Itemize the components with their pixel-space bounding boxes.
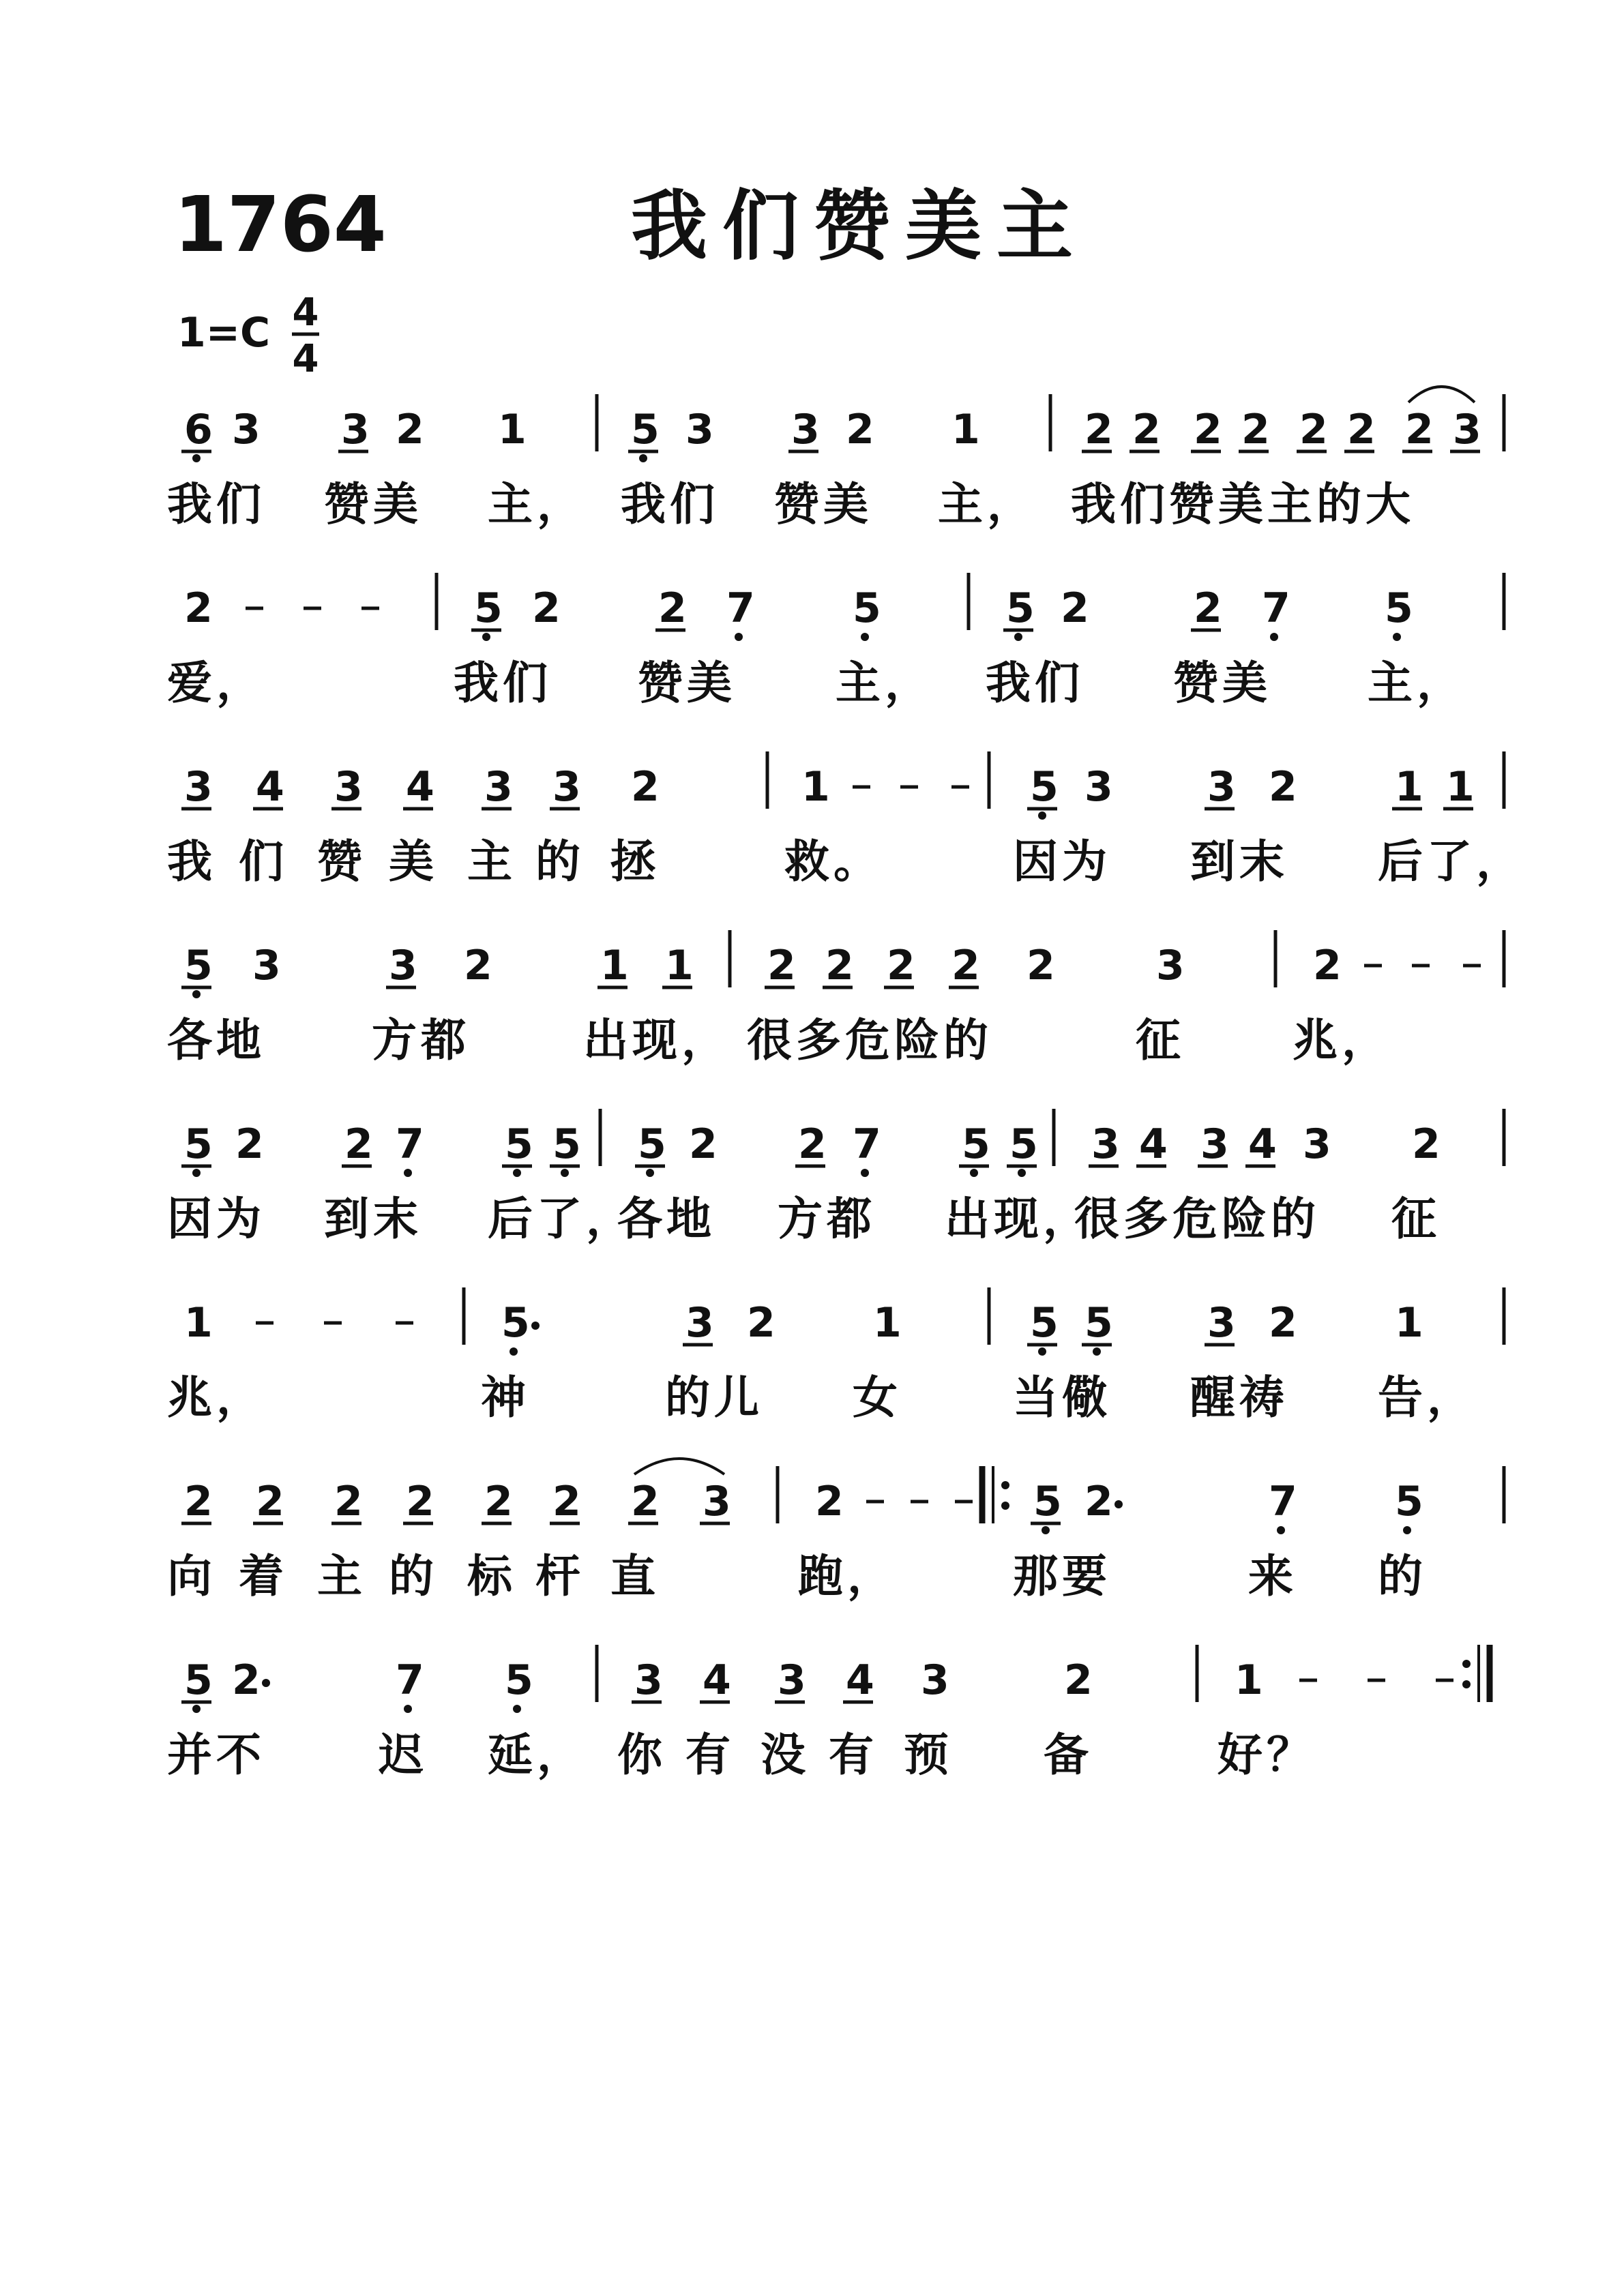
note: 2 <box>1347 406 1376 453</box>
octave-dot-below <box>639 454 647 462</box>
note: 3 <box>334 763 363 811</box>
lyric-syllables: 后了， <box>1378 835 1525 888</box>
lyric-syllables: 神 <box>481 1371 530 1424</box>
lyric-syllables: 迟 <box>379 1729 428 1781</box>
note: 1 <box>600 942 629 989</box>
note: 1 <box>184 1299 213 1347</box>
note: 2 <box>184 584 213 632</box>
lyric-syllables: 我们 <box>167 478 265 531</box>
lyric-syllables: 赞美 <box>774 478 872 531</box>
note: 5 <box>1084 1299 1113 1347</box>
note: 4 <box>1139 1120 1168 1168</box>
lyric-syllables: 好？ <box>1217 1729 1316 1781</box>
repeat-dot <box>1462 1680 1471 1688</box>
note: 2 <box>1269 1299 1297 1347</box>
octave-dot-below <box>861 1169 869 1177</box>
lyric-syllables: 没 <box>761 1729 810 1781</box>
octave-dot-below <box>861 633 869 641</box>
note: 5 <box>1395 1478 1423 1525</box>
lyric-syllables: 我们 <box>986 657 1084 709</box>
lyric-syllables: 跑， <box>798 1550 896 1602</box>
note: 5 <box>1009 1120 1038 1168</box>
note: 5 <box>552 1120 581 1168</box>
note: 2 <box>464 942 492 989</box>
lyric-syllables: 的 <box>1378 1550 1427 1602</box>
note: 2 <box>256 1478 284 1525</box>
note: 5 <box>638 1120 666 1168</box>
lyric-syllables: 杆 <box>535 1550 585 1602</box>
note: 2 <box>532 584 561 632</box>
repeat-dot <box>1001 1481 1009 1489</box>
note: 2 <box>1313 942 1342 989</box>
note: 5 <box>505 1120 533 1168</box>
note: 3 <box>1084 763 1113 811</box>
octave-dot-below <box>735 633 743 641</box>
note: 2 <box>815 1478 844 1525</box>
note: 3 <box>552 763 581 811</box>
note: 2 <box>1027 942 1055 989</box>
system-6 <box>167 1287 1504 1424</box>
octave-dot-below <box>1042 1526 1050 1534</box>
note: 2 <box>344 1120 373 1168</box>
note: 3 <box>778 1656 806 1704</box>
note: 3 <box>232 406 261 453</box>
note: 1 <box>873 1299 902 1347</box>
lyric-syllables: 各地 <box>167 1014 265 1067</box>
lyric-syllables: 主， <box>488 478 586 531</box>
time-signature-top: 4 <box>292 290 319 335</box>
note: 5 <box>1030 763 1059 811</box>
lyric-syllables: 到末 <box>324 1193 422 1245</box>
note: 2 <box>798 1120 827 1168</box>
note: 2 <box>184 1478 213 1525</box>
note: 2 <box>1061 584 1089 632</box>
note: 2 <box>846 406 874 453</box>
system-5 <box>167 1109 1504 1245</box>
note: 2 <box>334 1478 363 1525</box>
note: 1 <box>1395 1299 1423 1347</box>
note: 4 <box>256 763 284 811</box>
note: 6 <box>184 406 213 453</box>
note: 4 <box>1248 1120 1277 1168</box>
note: 2 <box>951 942 980 989</box>
note: 5 <box>501 1299 530 1347</box>
note: 3 <box>184 763 213 811</box>
octave-dot-below <box>513 1169 521 1177</box>
note: 5 <box>1030 1299 1059 1347</box>
lyric-syllables: 赞美 <box>1173 657 1271 709</box>
note: 2 <box>232 1656 261 1704</box>
note: 3 <box>1091 1120 1120 1168</box>
lyric-syllables: 拯 <box>610 835 660 888</box>
note: 2 <box>631 1478 660 1525</box>
lyric-syllables: 出现， <box>583 1014 730 1067</box>
note: 5 <box>184 942 213 989</box>
note: 7 <box>853 1120 881 1168</box>
lyric-syllables: 着 <box>239 1550 288 1602</box>
augmentation-dot <box>531 1322 540 1330</box>
lyric-syllables: 主， <box>938 478 1036 531</box>
note: 1 <box>498 406 527 453</box>
note: 3 <box>1156 942 1185 989</box>
lyric-syllables: 赞美 <box>638 657 736 709</box>
note: 3 <box>1207 763 1236 811</box>
lyric-syllables: 主 <box>317 1550 366 1602</box>
octave-dot-below <box>482 633 490 641</box>
octave-dot-below <box>192 990 201 998</box>
note: 2 <box>1299 406 1328 453</box>
system-1 <box>167 387 1504 531</box>
note: 2 <box>825 942 854 989</box>
octave-dot-below <box>192 1169 201 1177</box>
lyric-syllables: 们 <box>239 835 288 888</box>
lyric-syllables: 有 <box>829 1729 878 1781</box>
note: 3 <box>1207 1299 1236 1347</box>
note: 5 <box>1006 584 1035 632</box>
note: 7 <box>396 1120 424 1168</box>
note: 5 <box>184 1120 213 1168</box>
lyric-syllables: 到末 <box>1190 835 1288 888</box>
note: 2 <box>1064 1656 1093 1704</box>
lyric-syllables: 我们 <box>621 478 719 531</box>
lyric-syllables: 直 <box>610 1550 660 1602</box>
octave-dot-below <box>1093 1347 1101 1356</box>
lyric-syllables: 主， <box>836 657 934 709</box>
note: 2 <box>484 1478 513 1525</box>
note: 5 <box>631 406 660 453</box>
octave-dot-below <box>1018 1169 1026 1177</box>
note: 3 <box>1303 1120 1331 1168</box>
octave-dot-below <box>1270 633 1278 641</box>
note: 2 <box>1241 406 1270 453</box>
note: 3 <box>1453 406 1481 453</box>
system-2 <box>167 573 1504 709</box>
lyric-syllables: 的 <box>535 835 585 888</box>
note: 2 <box>658 584 687 632</box>
lyric-syllables: 很多危险的 <box>747 1014 992 1067</box>
note: 5 <box>962 1120 990 1168</box>
lyric-syllables: 后了， <box>488 1193 635 1245</box>
lyric-syllables: 向 <box>167 1550 216 1602</box>
note: 2 <box>1405 406 1434 453</box>
lyric-syllables: 的 <box>389 1550 438 1602</box>
note: 5 <box>474 584 503 632</box>
octave-dot-below <box>404 1169 412 1177</box>
lyric-syllables: 延， <box>488 1729 586 1781</box>
note: 3 <box>341 406 370 453</box>
octave-dot-below <box>404 1705 412 1713</box>
augmentation-dot <box>1114 1500 1123 1508</box>
lyric-syllables: 因为 <box>1013 835 1111 888</box>
note: 5 <box>853 584 881 632</box>
lyric-syllables: 我们赞美主的大 <box>1071 478 1415 531</box>
note: 1 <box>1235 1656 1263 1704</box>
system-8 <box>167 1645 1490 1781</box>
lyric-syllables: 并不 <box>167 1729 265 1781</box>
lyric-syllables: 预 <box>904 1729 953 1781</box>
repeat-dot <box>1462 1660 1471 1668</box>
note: 7 <box>726 584 755 632</box>
system-7 <box>167 1459 1504 1602</box>
note: 7 <box>396 1656 424 1704</box>
note: 2 <box>747 1299 776 1347</box>
song-number: 1764 <box>174 181 387 269</box>
lyric-syllables: 备 <box>1044 1729 1093 1781</box>
note: 2 <box>887 942 915 989</box>
note: 4 <box>703 1656 731 1704</box>
note: 7 <box>1262 584 1290 632</box>
note: 2 <box>1194 584 1222 632</box>
note: 3 <box>685 406 714 453</box>
lyric-syllables: 我们 <box>454 657 552 709</box>
lyric-syllables: 救。 <box>784 835 883 888</box>
note: 5 <box>505 1656 533 1704</box>
note: 3 <box>921 1656 949 1704</box>
note: 3 <box>1200 1120 1229 1168</box>
tie-arc <box>634 1459 724 1474</box>
system-4 <box>167 930 1504 1067</box>
octave-dot-below <box>513 1705 521 1713</box>
lyric-syllables: 征 <box>1136 1014 1185 1067</box>
lyric-syllables: 很多危险的 <box>1074 1193 1320 1245</box>
note: 3 <box>685 1299 714 1347</box>
lyric-syllables: 方都 <box>372 1014 470 1067</box>
note: 2 <box>1084 1478 1113 1525</box>
octave-dot-below <box>1014 633 1022 641</box>
note: 1 <box>665 942 694 989</box>
note: 4 <box>846 1656 874 1704</box>
note: 1 <box>1395 763 1423 811</box>
note: 5 <box>184 1656 213 1704</box>
note: 3 <box>389 942 417 989</box>
tie-arc <box>1408 387 1475 402</box>
lyric-syllables: 赞美 <box>324 478 422 531</box>
octave-dot-below <box>1277 1526 1285 1534</box>
octave-dot-below <box>1393 633 1401 641</box>
time-signature-bottom: 4 <box>292 337 319 381</box>
note: 3 <box>703 1478 731 1525</box>
octave-dot-below <box>561 1169 569 1177</box>
octave-dot-below <box>646 1169 654 1177</box>
octave-dot-below <box>510 1347 518 1356</box>
note: 3 <box>484 763 513 811</box>
note: 2 <box>396 406 424 453</box>
note: 7 <box>1269 1478 1297 1525</box>
lyric-syllables: 爱， <box>167 657 265 709</box>
note: 2 <box>1269 763 1297 811</box>
lyric-syllables: 征 <box>1391 1193 1441 1245</box>
lyric-syllables: 兆， <box>1293 1014 1391 1067</box>
octave-dot-below <box>1038 811 1046 820</box>
lyric-syllables: 主， <box>1368 657 1466 709</box>
octave-dot-below <box>192 454 201 462</box>
octave-dot-below <box>192 1705 201 1713</box>
note: 2 <box>406 1478 434 1525</box>
octave-dot-below <box>970 1169 978 1177</box>
note: 2 <box>235 1120 264 1168</box>
note: 2 <box>1194 406 1222 453</box>
note: 3 <box>791 406 820 453</box>
lyric-syllables: 醒祷 <box>1190 1371 1288 1424</box>
repeat-dot <box>1001 1502 1009 1510</box>
lyric-syllables: 告， <box>1378 1371 1476 1424</box>
lyric-syllables: 来 <box>1248 1550 1297 1602</box>
note: 2 <box>689 1120 718 1168</box>
lyric-syllables: 因为 <box>167 1193 265 1245</box>
lyric-syllables: 我 <box>167 835 216 888</box>
key-signature: 1=C <box>177 309 271 357</box>
lyric-syllables: 有 <box>685 1729 735 1781</box>
note: 1 <box>1446 763 1475 811</box>
song-title: 我们赞美主 <box>631 182 1088 271</box>
note: 2 <box>631 763 660 811</box>
lyric-syllables: 标 <box>467 1550 516 1602</box>
lyric-syllables: 当儆 <box>1013 1371 1111 1424</box>
note: 2 <box>1412 1120 1441 1168</box>
augmentation-dot <box>262 1679 270 1687</box>
note: 1 <box>801 763 830 811</box>
note: 5 <box>1385 584 1413 632</box>
note: 4 <box>406 763 434 811</box>
lyric-syllables: 你 <box>617 1729 666 1781</box>
note: 2 <box>1084 406 1113 453</box>
note: 2 <box>552 1478 581 1525</box>
system-3 <box>167 751 1525 888</box>
lyric-syllables: 主 <box>467 835 516 888</box>
lyric-syllables: 美 <box>389 835 438 888</box>
note: 2 <box>767 942 796 989</box>
lyric-syllables: 女 <box>853 1371 902 1424</box>
note: 3 <box>252 942 281 989</box>
lyric-syllables: 赞 <box>317 835 366 888</box>
octave-dot-below <box>1038 1347 1046 1356</box>
lyric-syllables: 那要 <box>1013 1550 1111 1602</box>
lyric-syllables: 出现， <box>945 1193 1092 1245</box>
notation-systems <box>167 387 1525 1781</box>
lyric-syllables: 的儿 <box>665 1371 763 1424</box>
note: 2 <box>1132 406 1161 453</box>
note: 3 <box>634 1656 663 1704</box>
octave-dot-below <box>1403 1526 1411 1534</box>
lyric-syllables: 兆， <box>167 1371 265 1424</box>
note: 1 <box>951 406 980 453</box>
lyric-syllables: 各地 <box>617 1193 715 1245</box>
note: 5 <box>1033 1478 1062 1525</box>
lyric-syllables: 方都 <box>778 1193 876 1245</box>
